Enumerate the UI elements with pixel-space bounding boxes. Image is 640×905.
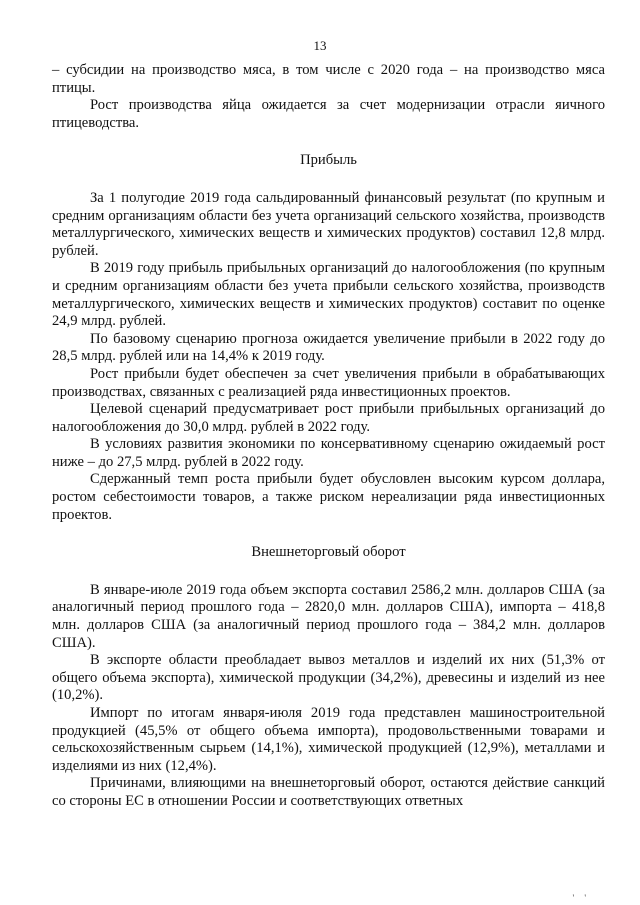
paragraph: Причинами, влияющими на внешнеторговый оборот, остаются действие санкций со стороны ЕС в отношении России и соответствующих ответных [52, 775, 605, 809]
paragraph: Целевой сценарий предусматривает рост прибыли прибыльных организаций до налогообложения до 30,0 млрд. рублей в 2022 году. [52, 401, 605, 435]
spacer [52, 170, 605, 190]
spacer [52, 524, 605, 544]
document-body [52, 62, 605, 811]
spacer [52, 562, 605, 582]
paragraph: В 2019 году прибыль прибыльных организаций до налогообложения (по крупным и средним организациям области без учета прибыли сельского хозяйства, производств металлургического, химических веществ и химических продуктов) составит по оценке 24,9 млрд. рублей. [52, 260, 605, 330]
paragraph: В январе-июле 2019 года объем экспорта составил 2586,2 млн. долларов США (за аналогичный период прошлого года – 2820,0 млн. долларов США), импорта – 418,8 млн. долларов США (за аналогичный период прошлого года – 384,2 млн. долларов США). [52, 581, 605, 651]
spacer [52, 132, 605, 152]
scan-marks: ' ' [572, 893, 590, 903]
paragraph: Рост производства яйца ожидается за счет модернизации отрасли яичного птицеводства. [52, 97, 605, 131]
paragraph: В экспорте области преобладает вывоз металлов и изделий их них (51,3% от общего объема экспорта), химической продукции (34,2%), древесины и изделий из нее (10,2%). [52, 652, 605, 704]
page-number: 13 [313, 38, 327, 53]
paragraph: Рост прибыли будет обеспечен за счет увеличения прибыли в обрабатывающих производствах, связанных с реализацией ряда инвестиционных проектов. [52, 365, 605, 400]
section-heading-foreign-trade: Внешнеторговый оборот [251, 544, 406, 561]
paragraph: В условиях развития экономики по консервативному сценарию ожидаемый рост ниже – до 27,5 млрд. рублей в 2022 году. [52, 436, 605, 470]
paragraph: По базовому сценарию прогноза ожидается увеличение прибыли в 2022 году до 28,5 млрд. рублей или на 14,4% к 2019 году. [52, 330, 605, 365]
paragraph: – субсидии на производство мяса, в том числе с 2020 года – на производство мяса птицы. [52, 62, 605, 96]
paragraph: За 1 полугодие 2019 года сальдированный финансовый результат (по крупным и средним организациям области без учета организаций сельского хозяйства, производств металлургического, химических веществ и химических продуктов) составил 12,8 млрд. рублей. [52, 189, 605, 259]
paragraph: Сдержанный темп роста прибыли будет обусловлен высоким курсом доллара, ростом себестоимости товаров, а также риском нереализации ряда инвестиционных проектов. [52, 471, 605, 523]
paragraph: Импорт по итогам января-июля 2019 года представлен машиностроительной продукцией (45,5% от общего объема импорта), продовольственными товарами и сельскохозяйственным сырьем (14,1%), химической продукцией (12,9%), металлами и изделиями из них (12,4%). [52, 705, 605, 774]
section-heading-profit: Прибыль [300, 152, 357, 169]
